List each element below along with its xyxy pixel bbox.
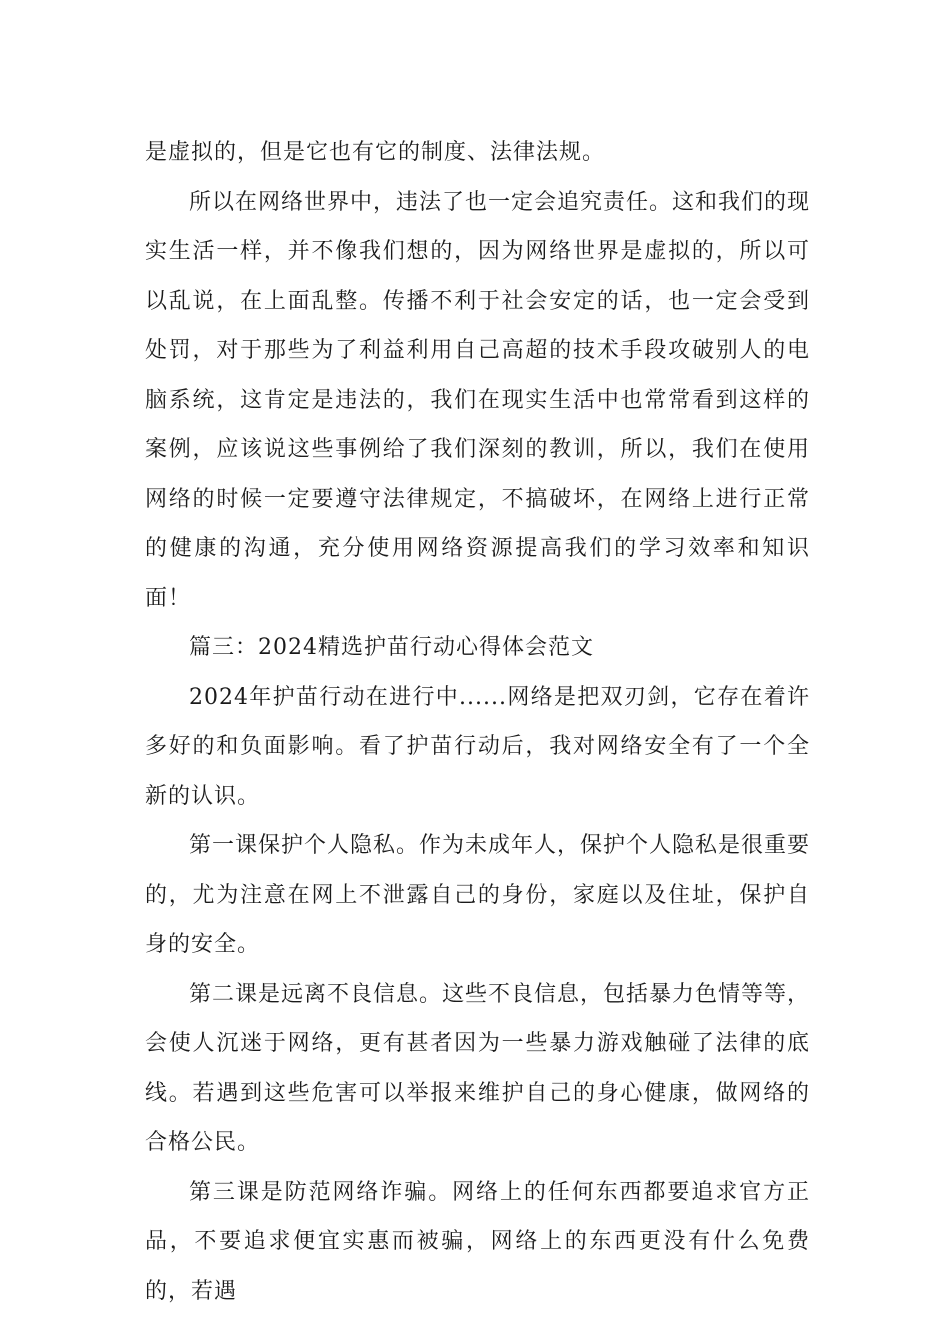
paragraph: 第一课保护个人隐私。作为未成年人，保护个人隐私是很重要的，尤为注意在网上不泄露自己的身份，家庭以及住址，保护自身的安全。 [145,833,811,957]
paragraph: 是虚拟的，但是它也有它的制度、法律法规。 [145,140,606,165]
paragraph: 第二课是远离不良信息。这些不良信息，包括暴力色情等等，会使人沉迷于网络，更有甚者因为一些暴力游戏触碰了法律的底线。若遇到这些危害可以举报来维护自己的身心健康，做网络的合格公民。 [145,981,811,1155]
paragraph: 所以在网络世界中，违法了也一定会追究责任。这和我们的现实生活一样，并不像我们想的，因为网络世界是虚拟的，所以可以乱说，在上面乱整。传播不利于社会安定的话，也一定会受到处罚，对于那些为了利益利用自己高超的技术手段攻破别人的电脑系统，这肯定是违法的，我们在现实生活中也常常看到这样的案例，应该说这些事例给了我们深刻的教训，所以，我们在使用网络的时候一定要遵守法律规定，不搞破坏，在网络上进行正常的健康的沟通，充分使用网络资源提高我们的学习效率和知识面！ [145,189,811,611]
section-heading: 篇三：2024精选护苗行动心得体会范文 [189,635,594,660]
document-body [145,128,810,1316]
paragraph: 第三课是防范网络诈骗。网络上的任何东西都要追求官方正品，不要追求便宜实惠而被骗，网络上的东西更没有什么免费的，若遇 [145,1179,810,1304]
paragraph: 2024年护苗行动在进行中......网络是把双刃剑，它存在着许多好的和负面影响。看了护苗行动后，我对网络安全有了一个全新的认识。 [145,684,810,809]
